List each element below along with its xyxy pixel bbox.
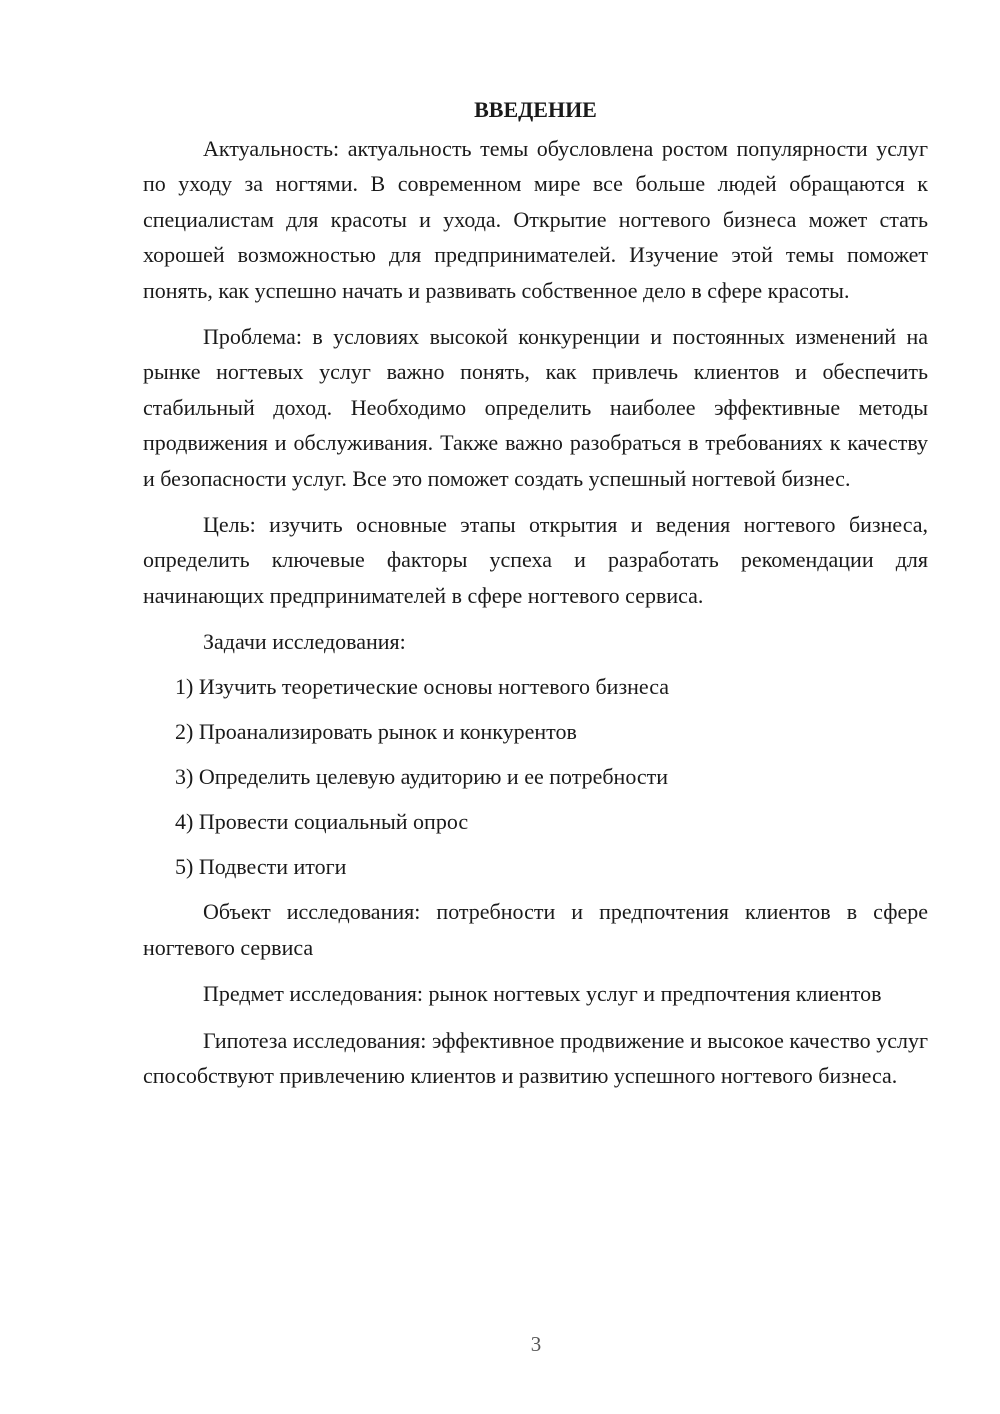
tasks-heading: Задачи исследования: bbox=[203, 629, 406, 655]
document-page bbox=[143, 92, 928, 1104]
page-number: 3 bbox=[530, 1332, 542, 1356]
subject-paragraph: Предмет исследования: рынок ногтевых услуг и предпочтения клиентов bbox=[203, 981, 882, 1007]
hypothesis-paragraph: Гипотеза исследования: эффективное продвижение и высокое качество услуг способствуют привлечению клиентов и развитию успешного ногтевого бизнеса. bbox=[143, 1027, 928, 1088]
list-item: 2) Проанализировать рынок и конкурентов bbox=[175, 719, 577, 745]
list-item: 1) Изучить теоретические основы ногтевого бизнеса bbox=[175, 674, 670, 700]
list-item: 3) Определить целевую аудиторию и ее потребности bbox=[175, 764, 669, 790]
tasks-list bbox=[143, 669, 928, 884]
object-paragraph: Объект исследования: потребности и предпочтения клиентов в сфере ногтевого сервиса bbox=[143, 899, 928, 960]
list-item: 4) Провести социальный опрос bbox=[175, 809, 469, 835]
page-title: ВВЕДЕНИЕ bbox=[474, 97, 597, 122]
problem-paragraph: Проблема: в условиях высокой конкуренции и постоянных изменений на рынке ногтевых услуг важно понять, как привлечь клиентов и обеспечить стабильный доход. Необходимо определить наиболее эффективные методы продвижения и обслуживания. Также важно разобраться в требованиях к качеству и безопасности услуг. Все это поможет создать успешный ногтевой бизнес. bbox=[143, 324, 928, 491]
list-item: 5) Подвести итоги bbox=[175, 854, 347, 880]
goal-paragraph: Цель: изучить основные этапы открытия и ведения ногтевого бизнеса, определить ключевые факторы успеха и разработать рекомендации для начинающих предпринимателей в сфере ногтевого сервиса. bbox=[143, 512, 928, 608]
relevance-paragraph: Актуальность: актуальность темы обусловлена ростом популярности услуг по уходу за ногтями. В современном мире все больше людей обращаются к специалистам для красоты и ухода. Открытие ногтевого бизнеса может стать хорошей возможностью для предпринимателей. Изучение этой темы поможет понять, как успешно начать и развивать собственное дело в сфере красоты. bbox=[143, 136, 928, 303]
